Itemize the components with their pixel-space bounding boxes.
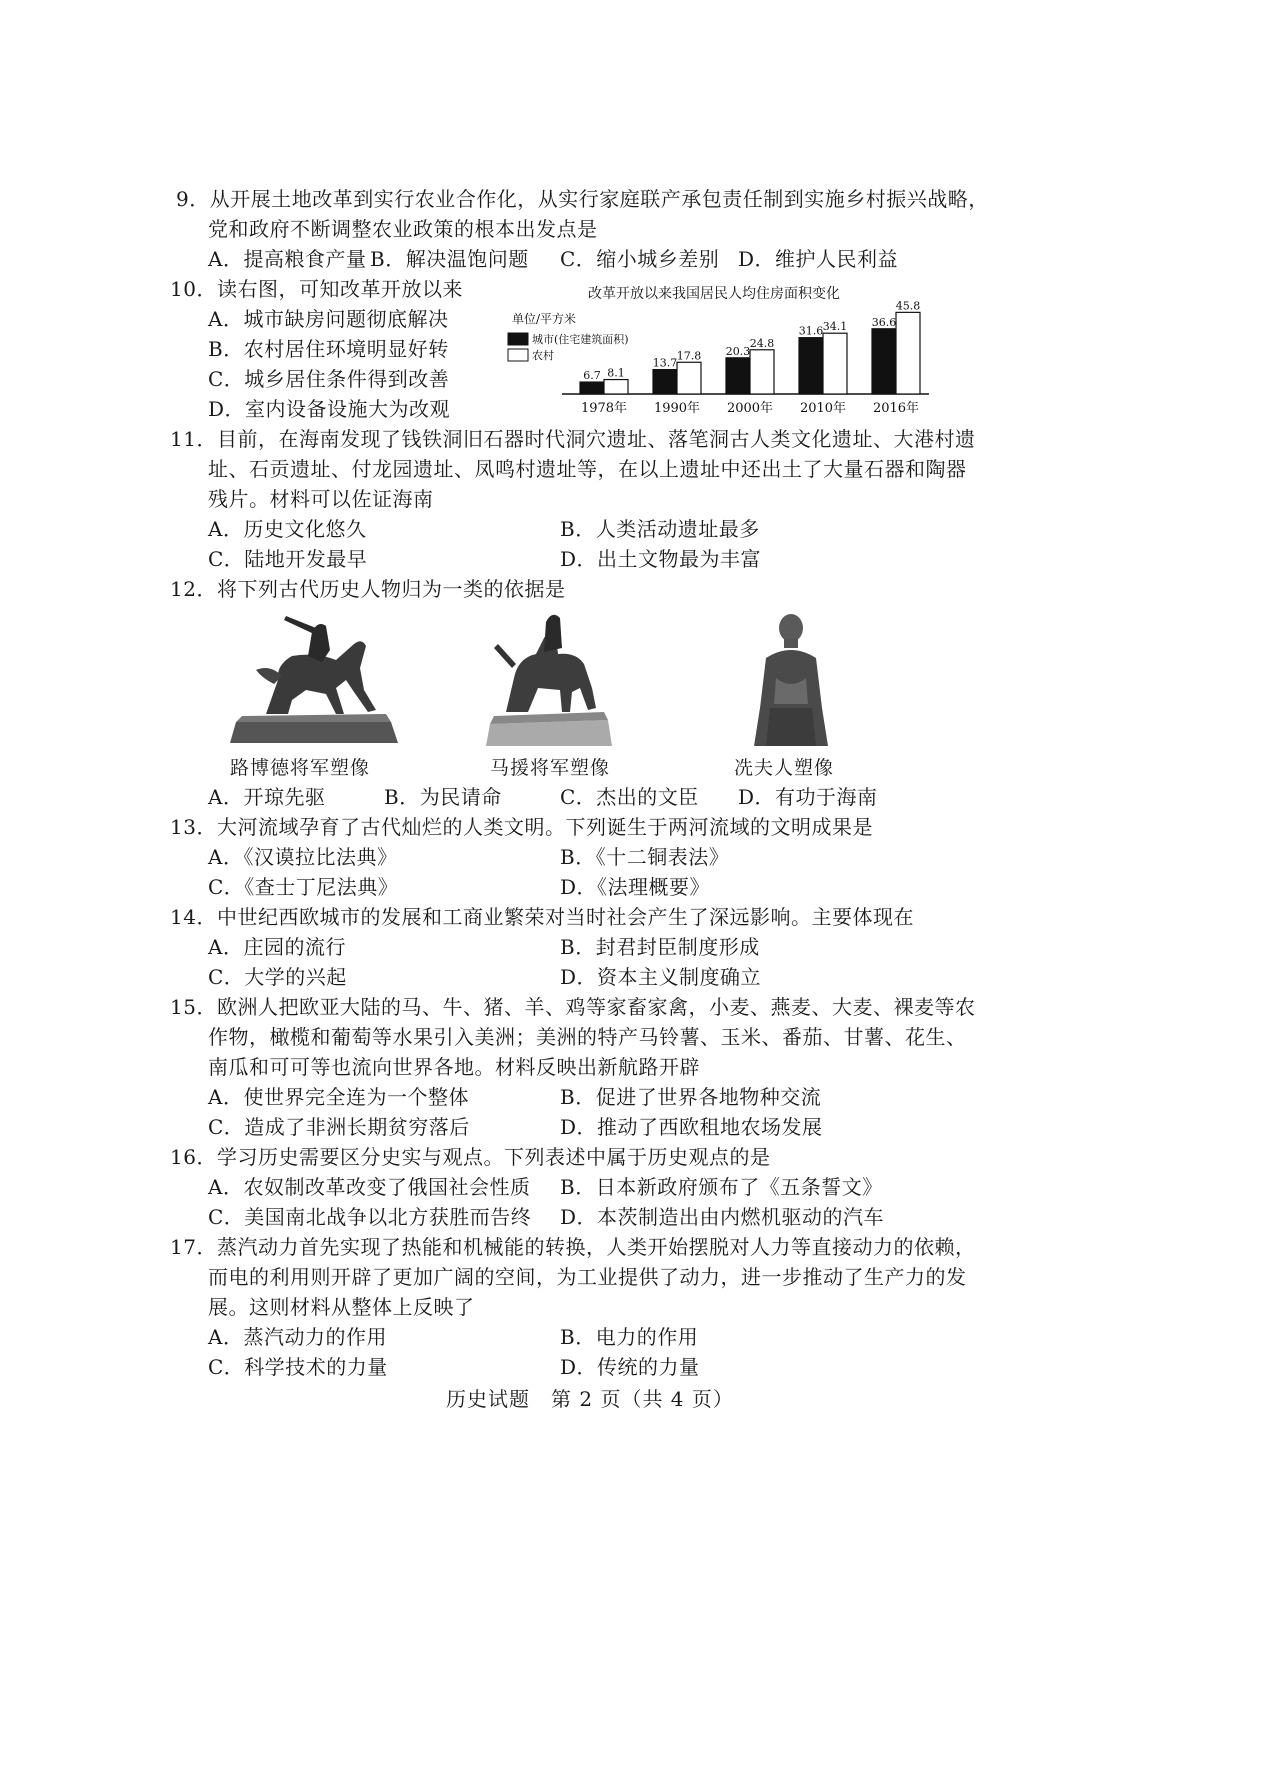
q17-stem: 蒸汽动力首先实现了热能和机械能的转换，人类开始摆脱对人力等直接动力的依赖， [216, 1235, 976, 1259]
q15-line-2: 作物，橄榄和葡萄等水果引入美洲；美洲的特产马铃薯、玉米、番茄、甘薯、花生、 [208, 1025, 967, 1049]
q11-stem: 目前，在海南发现了钱铁洞旧石器时代洞穴遗址、落笔洞古人类文化遗址、大港村遗 [216, 427, 976, 451]
legend-swatch-rural [508, 349, 528, 361]
q14-stem: 中世纪西欧城市的发展和工商业繁荣对当时社会产生了深远影响。主要体现在 [216, 905, 914, 929]
q13-option-c: C．《查士丁尼法典》 [208, 875, 399, 899]
ma-yuan-statue-photo [484, 608, 614, 748]
value-label-city-2010年: 31.6 [798, 324, 824, 338]
q9-option-b: B．解决温饱问题 [370, 247, 529, 271]
q16-stem: 学习历史需要区分史实与观点。下列表述中属于历史观点的是 [216, 1145, 771, 1169]
category-label-1978年: 1978年 [580, 401, 628, 416]
bar-rural-2010年 [823, 333, 847, 394]
q12-stem: 将下列古代历史人物归为一类的依据是 [216, 577, 566, 601]
q12-option-b: B．为民请命 [384, 785, 502, 809]
q15-option-b: B．促进了世界各地物种交流 [560, 1085, 822, 1109]
value-label-city-1990年: 13.7 [652, 356, 678, 370]
bar-city-1990年 [653, 370, 677, 394]
q11-line-2: 址、石贡遗址、付龙园遗址、凤鸣村遗址等，在以上遗址中还出土了大量石器和陶器 [208, 457, 967, 481]
q15-number: 15． [170, 995, 217, 1019]
q11-line-3: 残片。材料可以佐证海南 [208, 487, 434, 511]
value-label-rural-2016年: 45.8 [895, 299, 921, 313]
q10-option-a: A．城市缺房问题彻底解决 [208, 307, 449, 331]
value-label-city-2000年: 20.3 [725, 344, 751, 358]
q15-line-3: 南瓜和可可等也流向世界各地。材料反映出新航路开辟 [208, 1055, 700, 1079]
q11-line-1 [170, 426, 975, 452]
q14-option-a: A．庄园的流行 [208, 935, 346, 959]
bar-city-2010年 [799, 338, 823, 394]
caption-ma-yuan: 马援将军塑像 [490, 757, 611, 779]
q15-option-c: C．造成了非洲长期贫穷落后 [208, 1115, 470, 1139]
q9-line-1 [176, 186, 989, 212]
q17-line-3: 展。这则材料从整体上反映了 [208, 1295, 475, 1319]
q9-number: 9． [176, 187, 210, 211]
value-label-rural-1978年: 8.1 [607, 366, 625, 380]
q9-option-c: C．缩小城乡差别 [560, 247, 720, 271]
q11-option-a: A．历史文化悠久 [208, 517, 367, 541]
caption-lu-bode: 路博德将军塑像 [230, 757, 371, 779]
q12-option-c: C．杰出的文臣 [560, 785, 699, 809]
q15-option-a: A．使世界完全连为一个整体 [208, 1085, 469, 1109]
legend-swatch-city [508, 333, 528, 345]
q17-option-b: B．电力的作用 [560, 1325, 699, 1349]
q14-number: 14． [170, 905, 217, 929]
q9-option-a: A．提高粮食产量 [208, 247, 367, 271]
q17-line-1 [170, 1234, 975, 1260]
q16-number: 16． [170, 1145, 217, 1169]
legend-label-rural: 农村 [532, 349, 554, 362]
q16-option-c: C．美国南北战争以北方获胜而告终 [208, 1205, 532, 1229]
page-footer: 历史试题 第 2 页（共 4 页） [446, 1387, 734, 1411]
q17-option-a: A．蒸汽动力的作用 [208, 1325, 387, 1349]
bar-rural-2000年 [750, 350, 774, 394]
q12-line-1 [170, 576, 565, 602]
category-label-2016年: 2016年 [872, 401, 920, 416]
q14-option-d: D．资本主义制度确立 [560, 965, 762, 989]
q10-line-1 [170, 276, 463, 302]
bar-city-1978年 [580, 382, 604, 394]
caption-lady-xian: 冼夫人塑像 [734, 757, 835, 779]
value-label-rural-2010年: 34.1 [822, 320, 848, 334]
q9-line-2: 党和政府不断调整农业政策的根本出发点是 [208, 217, 598, 241]
bar-rural-2016年 [896, 312, 920, 394]
value-label-city-2016年: 36.6 [871, 315, 897, 329]
bar-city-2016年 [872, 329, 896, 394]
q15-stem: 欧洲人把欧亚大陆的马、牛、猪、羊、鸡等家畜家禽，小麦、燕麦、大麦、裸麦等农 [216, 995, 976, 1019]
q17-line-2: 而电的利用则开辟了更加广阔的空间，为工业提供了动力，进一步推动了生产力的发 [208, 1265, 967, 1289]
q11-option-c: C．陆地开发最早 [208, 547, 368, 571]
q9-option-d: D．维护人民利益 [738, 247, 899, 271]
category-label-2000年: 2000年 [726, 401, 774, 416]
value-label-rural-2000年: 24.8 [749, 336, 775, 350]
category-label-1990年: 1990年 [653, 401, 701, 416]
q10-option-b: B．农村居住环境明显好转 [208, 337, 449, 361]
q14-option-c: C．大学的兴起 [208, 965, 347, 989]
q16-option-b: B．日本新政府颁布了《五条誓文》 [560, 1175, 883, 1199]
bar-city-2000年 [726, 358, 750, 394]
bar-rural-1978年 [604, 380, 628, 394]
category-label-2010年: 2010年 [799, 401, 847, 416]
q11-option-d: D．出土文物最为丰富 [560, 547, 762, 571]
q12-option-a: A．开琼先驱 [208, 785, 326, 809]
lady-xian-statue-photo [746, 608, 836, 748]
legend-label-city: 城市(住宅建筑面积) [532, 333, 629, 346]
value-label-city-1978年: 6.7 [583, 369, 601, 383]
bar-rural-1990年 [677, 362, 701, 394]
q16-option-a: A．农奴制改革改变了俄国社会性质 [208, 1175, 531, 1199]
q12-option-d: D．有功于海南 [738, 785, 878, 809]
chart-bars [580, 299, 920, 416]
lu-bode-statue-photo [226, 610, 401, 745]
housing-area-bar-chart [484, 278, 944, 418]
q16-option-d: D．本茨制造出由内燃机驱动的汽车 [560, 1205, 885, 1229]
q15-option-d: D．推动了西欧租地农场发展 [560, 1115, 823, 1139]
q10-number: 10． [170, 277, 217, 301]
q13-option-d: D．《法理概要》 [560, 875, 711, 899]
q13-stem: 大河流域孕育了古代灿烂的人类文明。下列诞生于两河流域的文明成果是 [216, 815, 873, 839]
q17-option-d: D．传统的力量 [560, 1355, 700, 1379]
q15-line-1 [170, 994, 975, 1020]
q9-stem: 从开展土地改革到实行农业合作化，从实行家庭联产承包责任制到实施乡村振兴战略， [209, 187, 989, 211]
q11-option-b: B．人类活动遗址最多 [560, 517, 760, 541]
q14-line-1 [170, 904, 914, 930]
q12-number: 12． [170, 577, 217, 601]
q10-option-d: D．室内设备设施大为改观 [208, 397, 451, 421]
chart-title: 改革开放以来我国居民人均住房面积变化 [588, 286, 840, 302]
q13-line-1 [170, 814, 873, 840]
q17-option-c: C．科学技术的力量 [208, 1355, 388, 1379]
q11-number: 11． [170, 427, 217, 451]
q16-line-1 [170, 1144, 770, 1170]
q13-option-b: B．《十二铜表法》 [560, 845, 730, 869]
q14-option-b: B．封君封臣制度形成 [560, 935, 760, 959]
q10-stem: 读右图，可知改革开放以来 [216, 277, 463, 301]
value-label-rural-1990年: 17.8 [676, 349, 702, 363]
q13-number: 13． [170, 815, 217, 839]
q13-option-a: A．《汉谟拉比法典》 [208, 845, 398, 869]
q17-number: 17． [170, 1235, 217, 1259]
chart-unit-label: 单位/平方米 [512, 312, 577, 326]
q10-option-c: C．城乡居住条件得到改善 [208, 367, 450, 391]
